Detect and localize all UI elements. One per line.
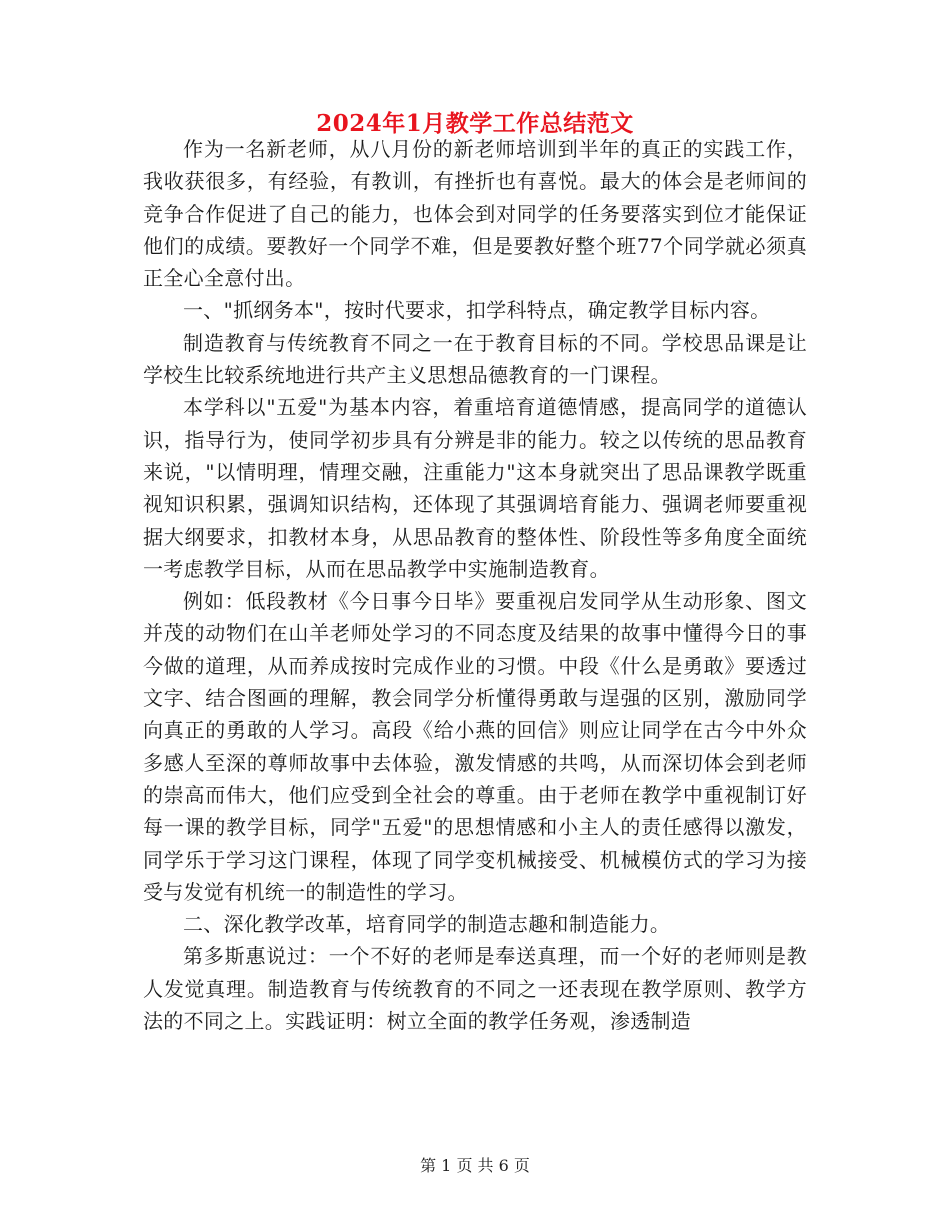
paragraph-intro: 作为一名新老师，从八月份的新老师培训到半年的真正的实践工作，我收获很多，有经验，有教训，有挫折也有喜悦。最大的体会是老师间的竞争合作促进了自己的能力，也体会到对同学的任务要落实到位才能保证他们的成绩。要教好一个同学不难，但是要教好整个班77个同学就必须真正全心全意付出。	[143, 137, 807, 291]
paragraph-example: 例如：低段教材《今日事今日毕》要重视启发同学从生动形象、图文并茂的动物们在山羊老师处学习的不同态度及结果的故事中懂得今日的事今做的道理，从而养成按时完成作业的习惯。中段《什么是勇敢》要透过文字、结合图画的理解，教会同学分析懂得勇敢与逞强的区别，激励同学向真正的勇敢的人学习。高段《给小燕的回信》则应让同学在古今中外众多感人至深的尊师故事中去体验，激发情感的共鸣，从而深切体会到老师的崇高而伟大，他们应受到全社会的尊重。由于老师在教学中重视制订好每一课的教学目标，同学"五爱"的思想情感和小主人的责任感得以激发，同学乐于学习这门课程，体现了同学变机械接受、机械模仿式的学习为接受与发觉有机统一的制造性的学习。	[143, 589, 807, 904]
document-title: 2024年1月教学工作总结范文	[316, 110, 634, 137]
page-number-footer: 第 1 页 共 6 页	[420, 1156, 530, 1175]
paragraph-heading-1: 一、"抓纲务本"，按时代要求，扣学科特点，确定教学目标内容。	[183, 298, 771, 323]
paragraph: 制造教育与传统教育不同之一在于教育目标的不同。学校思品课是让学校生比较系统地进行共产主义思想品德教育的一门课程。	[143, 330, 807, 388]
paragraph-heading-2: 二、深化教学改革，培育同学的制造志趣和制造能力。	[183, 912, 671, 937]
paragraph: 本学科以"五爱"为基本内容，着重培育道德情感，提高同学的道德认识，指导行为，使同学初步具有分辨是非的能力。较之以传统的思品教育来说，"以情明理，情理交融，注重能力"这本身就突出了思品课教学既重视知识积累，强调知识结构，还体现了其强调培育能力、强调老师要重视据大纲要求，扣教材本身，从思品教育的整体性、阶段性等多角度全面统一考虑教学目标，从而在思品教学中实施制造教育。	[143, 395, 807, 581]
document-body	[143, 133, 807, 1037]
paragraph: 第多斯惠说过：一个不好的老师是奉送真理，而一个好的老师则是教人发觉真理。制造教育与传统教育的不同之一还表现在教学原则、教学方法的不同之上。实践证明：树立全面的教学任务观，渗透制造	[143, 944, 807, 1034]
